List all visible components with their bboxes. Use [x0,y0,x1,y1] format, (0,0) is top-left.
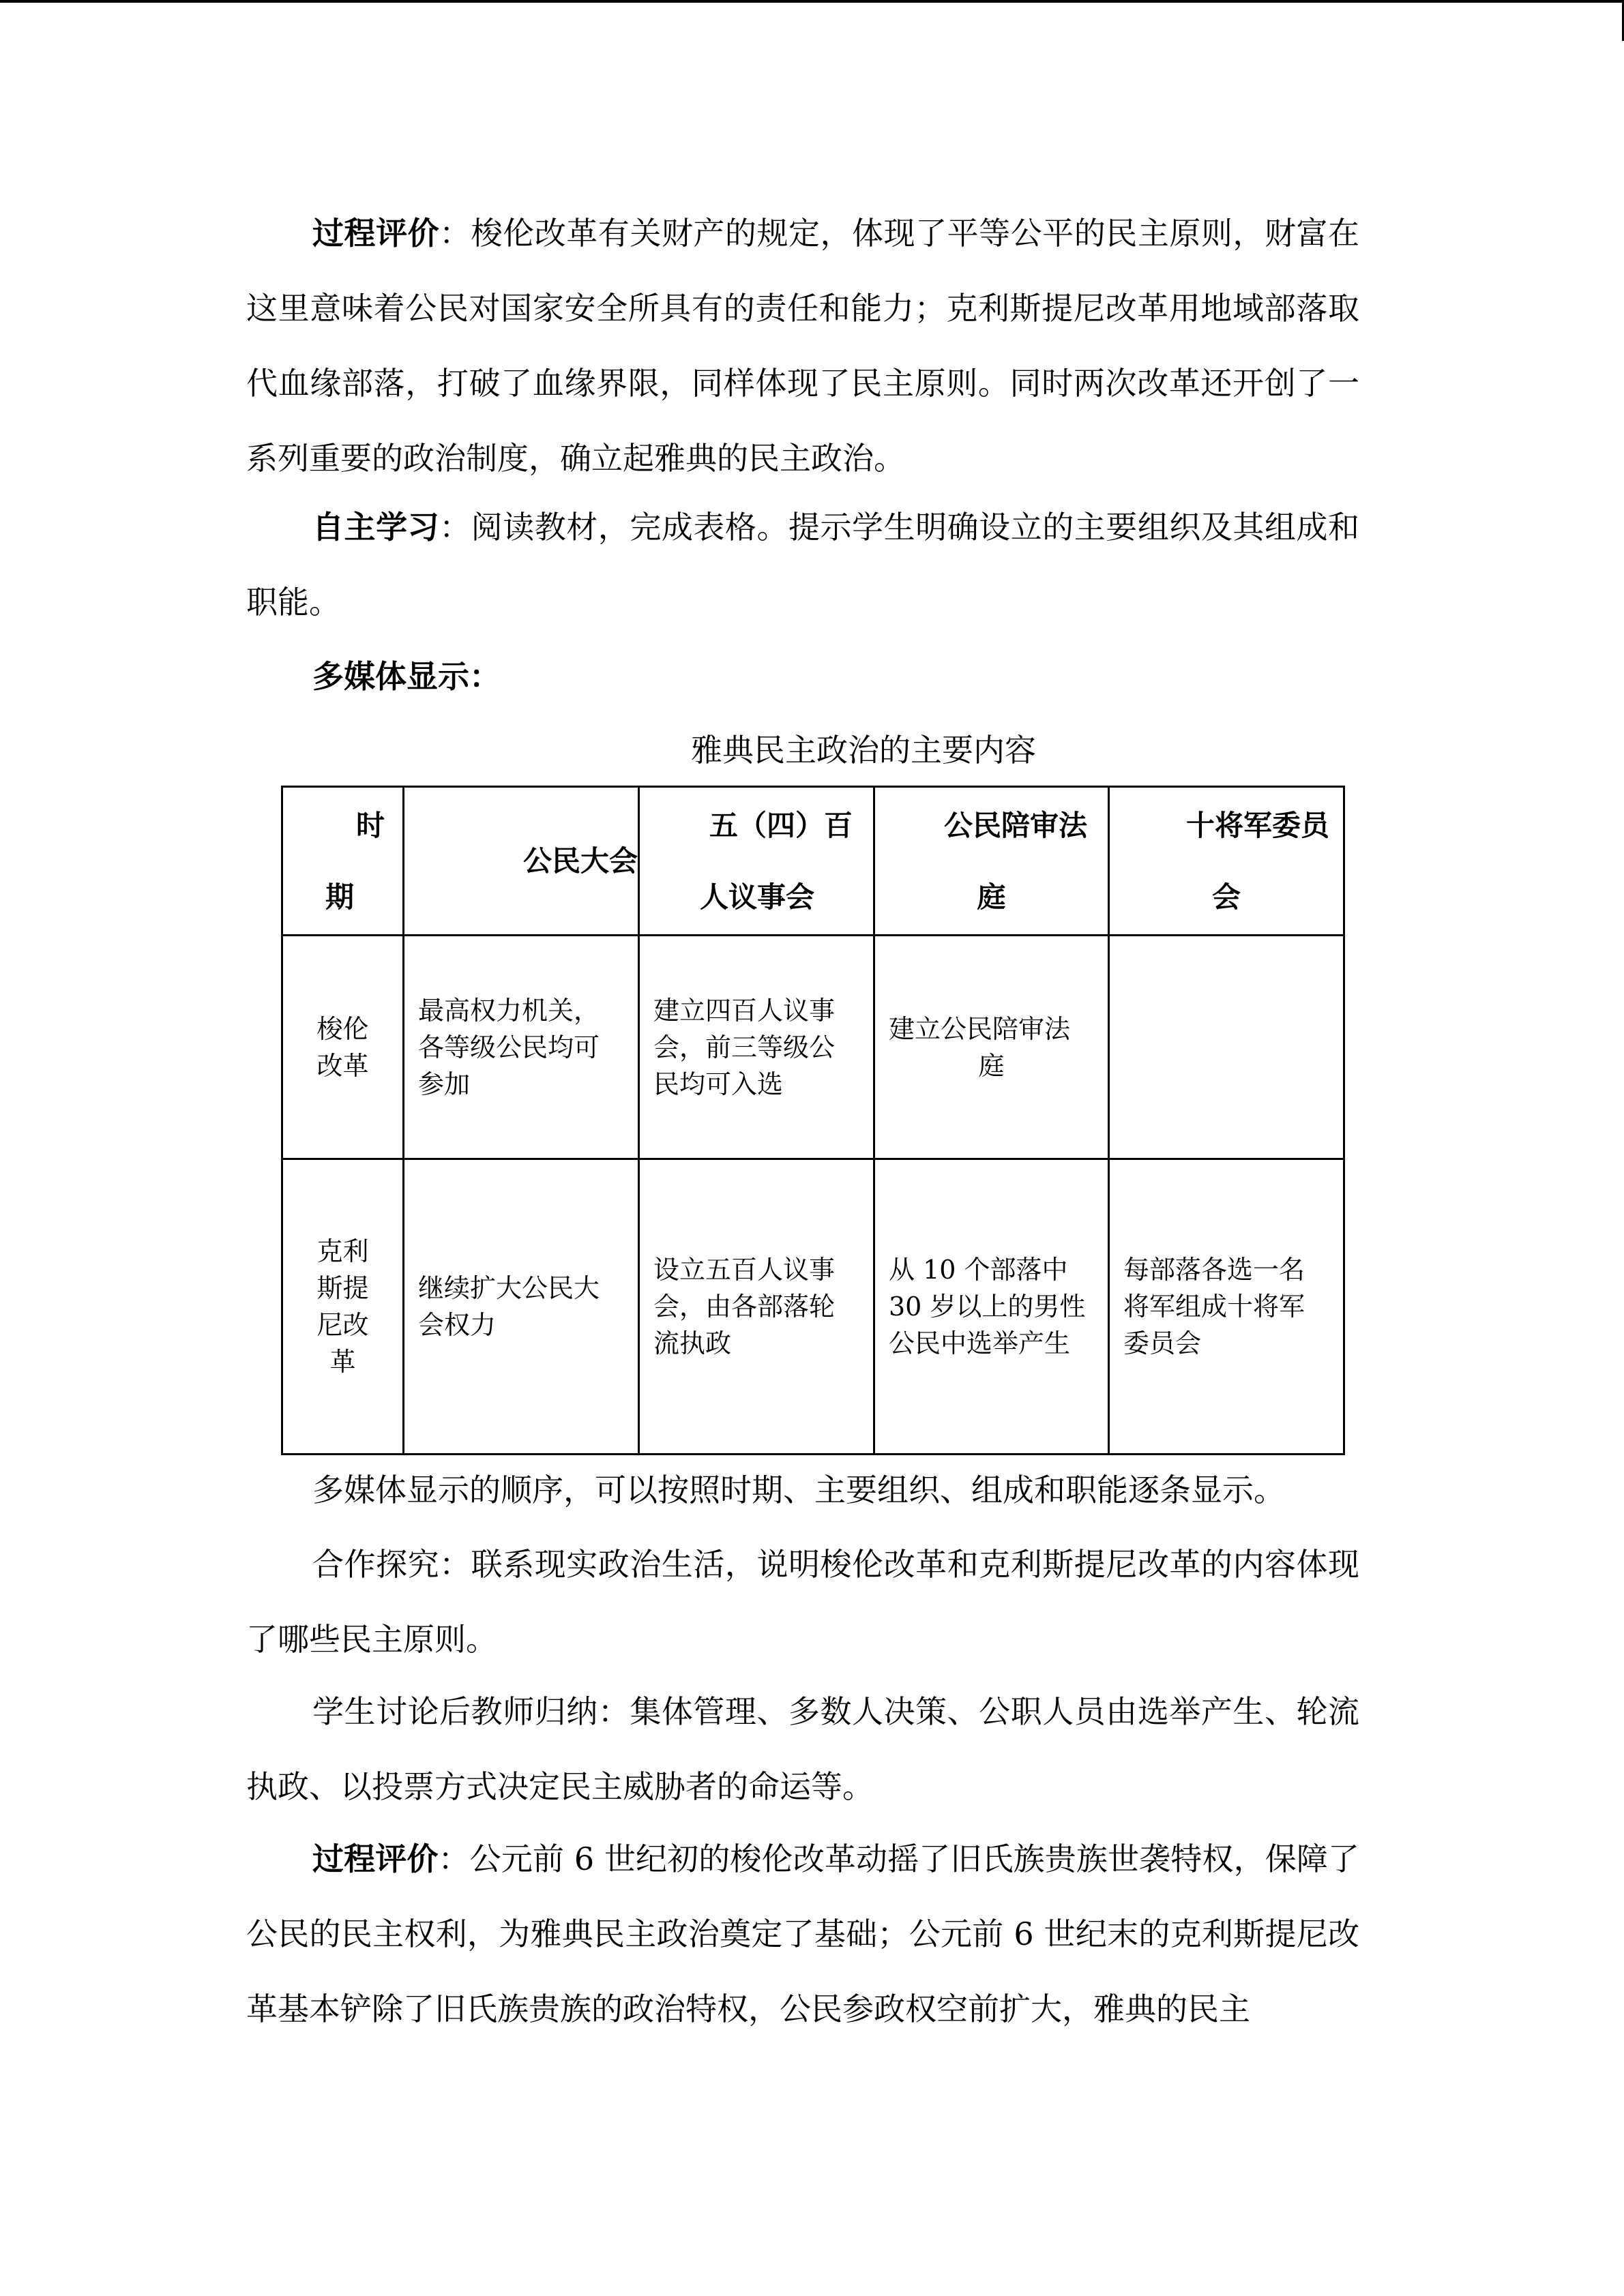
cleisthenes-assembly: 继续扩大公民大会权力 [404,1159,639,1455]
header-period-line1: 时 [355,808,385,842]
cleisthenes-jury: 从 10 个部落中 30 岁以上的男性公民中选举产生 [874,1159,1109,1455]
teacher-summary-paragraph: 学生讨论后教师归纳：集体管理、多数人决策、公职人员由选举产生、轮流执政、以投票方式决定民主威胁者的命运等。 [246,1693,1359,1805]
header-council-line1: 五（四）百 [709,808,853,842]
self-study-text: ：阅读教材，完成表格。提示学生明确设立的主要组织及其组成和职能。 [246,509,1359,621]
cooperative-inquiry-paragraph: 合作探究：联系现实政治生活，说明梭伦改革和克利斯提尼改革的内容体现了哪些民主原则。 [246,1546,1359,1658]
table-row-solon [282,936,1344,1159]
multimedia-order-paragraph: 多媒体显示的顺序，可以按照时期、主要组织、组成和职能逐条显示。 [312,1472,1285,1508]
period-cleisthenes [282,1159,404,1455]
period-cleisthenes-line3: 尼改 [316,1310,369,1340]
period-solon-line2: 改革 [316,1050,369,1081]
cleisthenes-council: 设立五百人议事会，由各部落轮流执政 [639,1159,874,1455]
process-evaluation-text-2: ：公元前 6 世纪初的梭伦改革动摇了旧氏族贵族世袭特权，保障了公民的民主权利，为雅典民主政治奠定了基础；公元前 6 世纪末的克利斯提尼改革基本铲除了旧氏族贵族的政治特权，公民参政权空前扩大，雅典的民主 [246,1840,1359,2027]
process-evaluation-paragraph-1 [246,196,1359,496]
header-jury-line2: 庭 [977,880,1006,914]
header-generals-line1: 十将军委员 [1185,808,1329,842]
header-council-line2: 人议事会 [700,880,815,914]
solon-jury-line1: 建立公民陪审法 [889,1013,1071,1044]
process-evaluation-label: 过程评价 [312,215,440,252]
page-top-border [0,0,1624,3]
multimedia-heading: 多媒体显示： [312,658,501,695]
self-study-label: 自主学习 [312,509,440,546]
self-study-paragraph [246,490,1359,640]
period-solon [282,936,404,1159]
period-solon-line1: 梭伦 [316,1013,369,1044]
solon-generals [1109,936,1344,1159]
solon-council: 建立四百人议事会，前三等级公民均可入选 [639,936,874,1159]
athenian-democracy-table [281,786,1345,1455]
solon-assembly: 最高权力机关，各等级公民均可参加 [404,936,639,1159]
multimedia-heading-paragraph [246,639,1359,714]
period-cleisthenes-line2: 斯提 [316,1273,369,1303]
header-generals-line2: 会 [1211,880,1241,914]
header-jury [874,787,1109,936]
process-evaluation-text: ：梭伦改革有关财产的规定，体现了平等公平的民主原则，财富在这里意味着公民对国家安全所具有的责任和能力；克利斯提尼改革用地域部落取代血缘部落，打破了血缘界限，同样体现了民主原则。同时两次改革还开创了一系列重要的政治制度，确立起雅典的民主政治。 [246,215,1359,477]
process-evaluation-label-2: 过程评价 [312,1840,439,1877]
header-assembly: 公民大会 [404,787,639,936]
period-cleisthenes-line4: 革 [329,1347,356,1377]
table-row-cleisthenes [282,1159,1344,1455]
header-period [282,787,404,936]
table-caption: 雅典民主政治的主要内容 [691,732,1036,769]
header-council [639,787,874,936]
header-period-line2: 期 [325,880,355,914]
header-generals [1109,787,1344,936]
solon-jury [874,936,1109,1159]
header-jury-line1: 公民陪审法 [943,808,1087,842]
solon-jury-line2: 庭 [978,1050,1005,1081]
cleisthenes-generals: 每部落各选一名将军组成十将军委员会 [1109,1159,1344,1455]
period-cleisthenes-line1: 克利 [316,1236,369,1266]
process-evaluation-paragraph-2 [246,1821,1359,2046]
table-header-row [282,787,1344,936]
